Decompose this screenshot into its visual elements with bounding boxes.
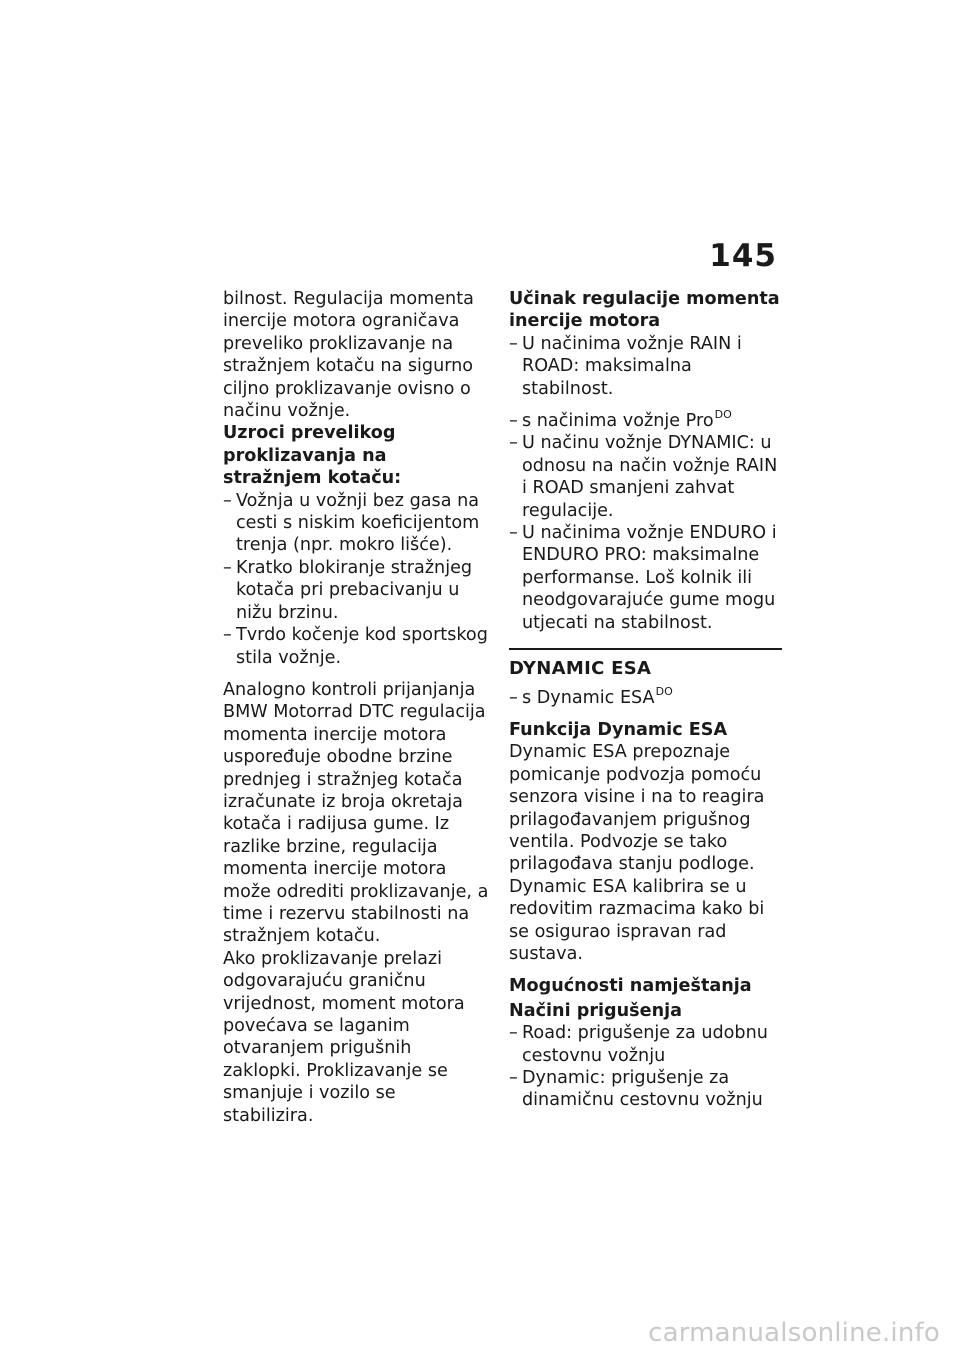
list-item-text: U načinu vožnje DYNAMIC: u odnosu na način vožnje RAIN i ROAD smanjeni zahvat regulacije. xyxy=(522,433,778,521)
watermark: carmanualsonline.info xyxy=(648,1318,940,1348)
damping-heading: Načini prigušenja xyxy=(509,1000,682,1021)
threshold-paragraph: Ako proklizavanje prelazi odgovarajuću graničnu vrijednost, moment motora povećava se laganim otvaranjem prigušnih zaklopki. Proklizavanje se smanjuje i vozilo se stabilizira. xyxy=(223,948,465,1126)
causes-list xyxy=(223,490,491,669)
section-divider xyxy=(509,648,782,650)
esa-option-list xyxy=(509,684,782,709)
list-item xyxy=(509,522,782,634)
intro-paragraph: bilnost. Regulacija momenta inercije motora ograničava preveliko proklizavanje na stražnjem kotaču na sigurno ciljno proklizavanje ovisno o načinu vožnje. xyxy=(223,289,474,422)
section-title: DYNAMIC ESA xyxy=(509,658,652,680)
page-number: 145 xyxy=(709,238,777,274)
damping-list xyxy=(509,1022,782,1112)
settings-heading: Mogućnosti namještanja xyxy=(509,976,752,997)
list-item: – Road: prigušenje za udobnu cestovnu vožnju xyxy=(509,1022,782,1067)
list-item xyxy=(509,432,782,522)
left-column xyxy=(223,288,491,1127)
option-superscript: DO xyxy=(655,684,673,698)
list-item xyxy=(509,410,782,432)
list-item-text: s Dynamic ESA xyxy=(522,687,655,708)
list-item-text: s načinima vožnje Pro xyxy=(522,411,714,432)
list-item: – Vožnja u vožnji bez gasa na cesti s niskim koeficijentom trenja (npr. mokro lišće). xyxy=(223,490,491,557)
right-column xyxy=(509,288,782,1112)
list-item: – Kratko blokiranje stražnjeg kotača pri prebacivanju u nižu brzinu. xyxy=(223,557,491,624)
effect-heading: Učinak regulacije momenta inercije motora xyxy=(509,289,780,332)
list-item-text: U načinima vožnje ENDURO i ENDURO PRO: maksimalne performanse. Loš kolnik ili neodgovarajuće gume mogu utjecati na stabilnost. xyxy=(522,523,777,633)
list-item-text: U načinima vožnje RAIN i ROAD: maksimalna stabilnost. xyxy=(522,333,742,399)
comparison-paragraph: Analogno kontroli prijanjanja BMW Motorrad DTC regulacija momenta inercije motora uspoređuje obodne brzine prednjeg i stražnjeg kotača izračunate iz broja okretaja kotača i radijusa gume. Iz razlike brzine, regulacija momenta inercije motora može odrediti proklizavanje, a time i rezervu stabilnosti na stražnjem kotaču. xyxy=(223,679,489,947)
list-item: – Tvrdo kočenje kod sportskog stila vožnje. xyxy=(223,624,491,669)
list-item xyxy=(509,684,782,709)
causes-heading: Uzroci prevelikog proklizavanja na stražnjem kotaču: xyxy=(223,423,402,489)
list-item: – Dynamic: prigušenje za dinamičnu cestovnu vožnju xyxy=(509,1067,782,1112)
function-heading: Funkcija Dynamic ESA xyxy=(509,719,728,740)
effects-list xyxy=(509,333,782,634)
option-superscript: DO xyxy=(714,408,732,422)
calibration-paragraph: Dynamic ESA kalibrira se u redovitim razmacima kako bi se osigurao ispravan rad sustava. xyxy=(509,876,765,964)
list-item xyxy=(509,333,782,400)
function-paragraph: Dynamic ESA prepoznaje pomicanje podvozja pomoću senzora visine i na to reagira prilagođavanjem prigušnog ventila. Podvozje se tako prilagođava stanju podloge. xyxy=(509,742,765,875)
